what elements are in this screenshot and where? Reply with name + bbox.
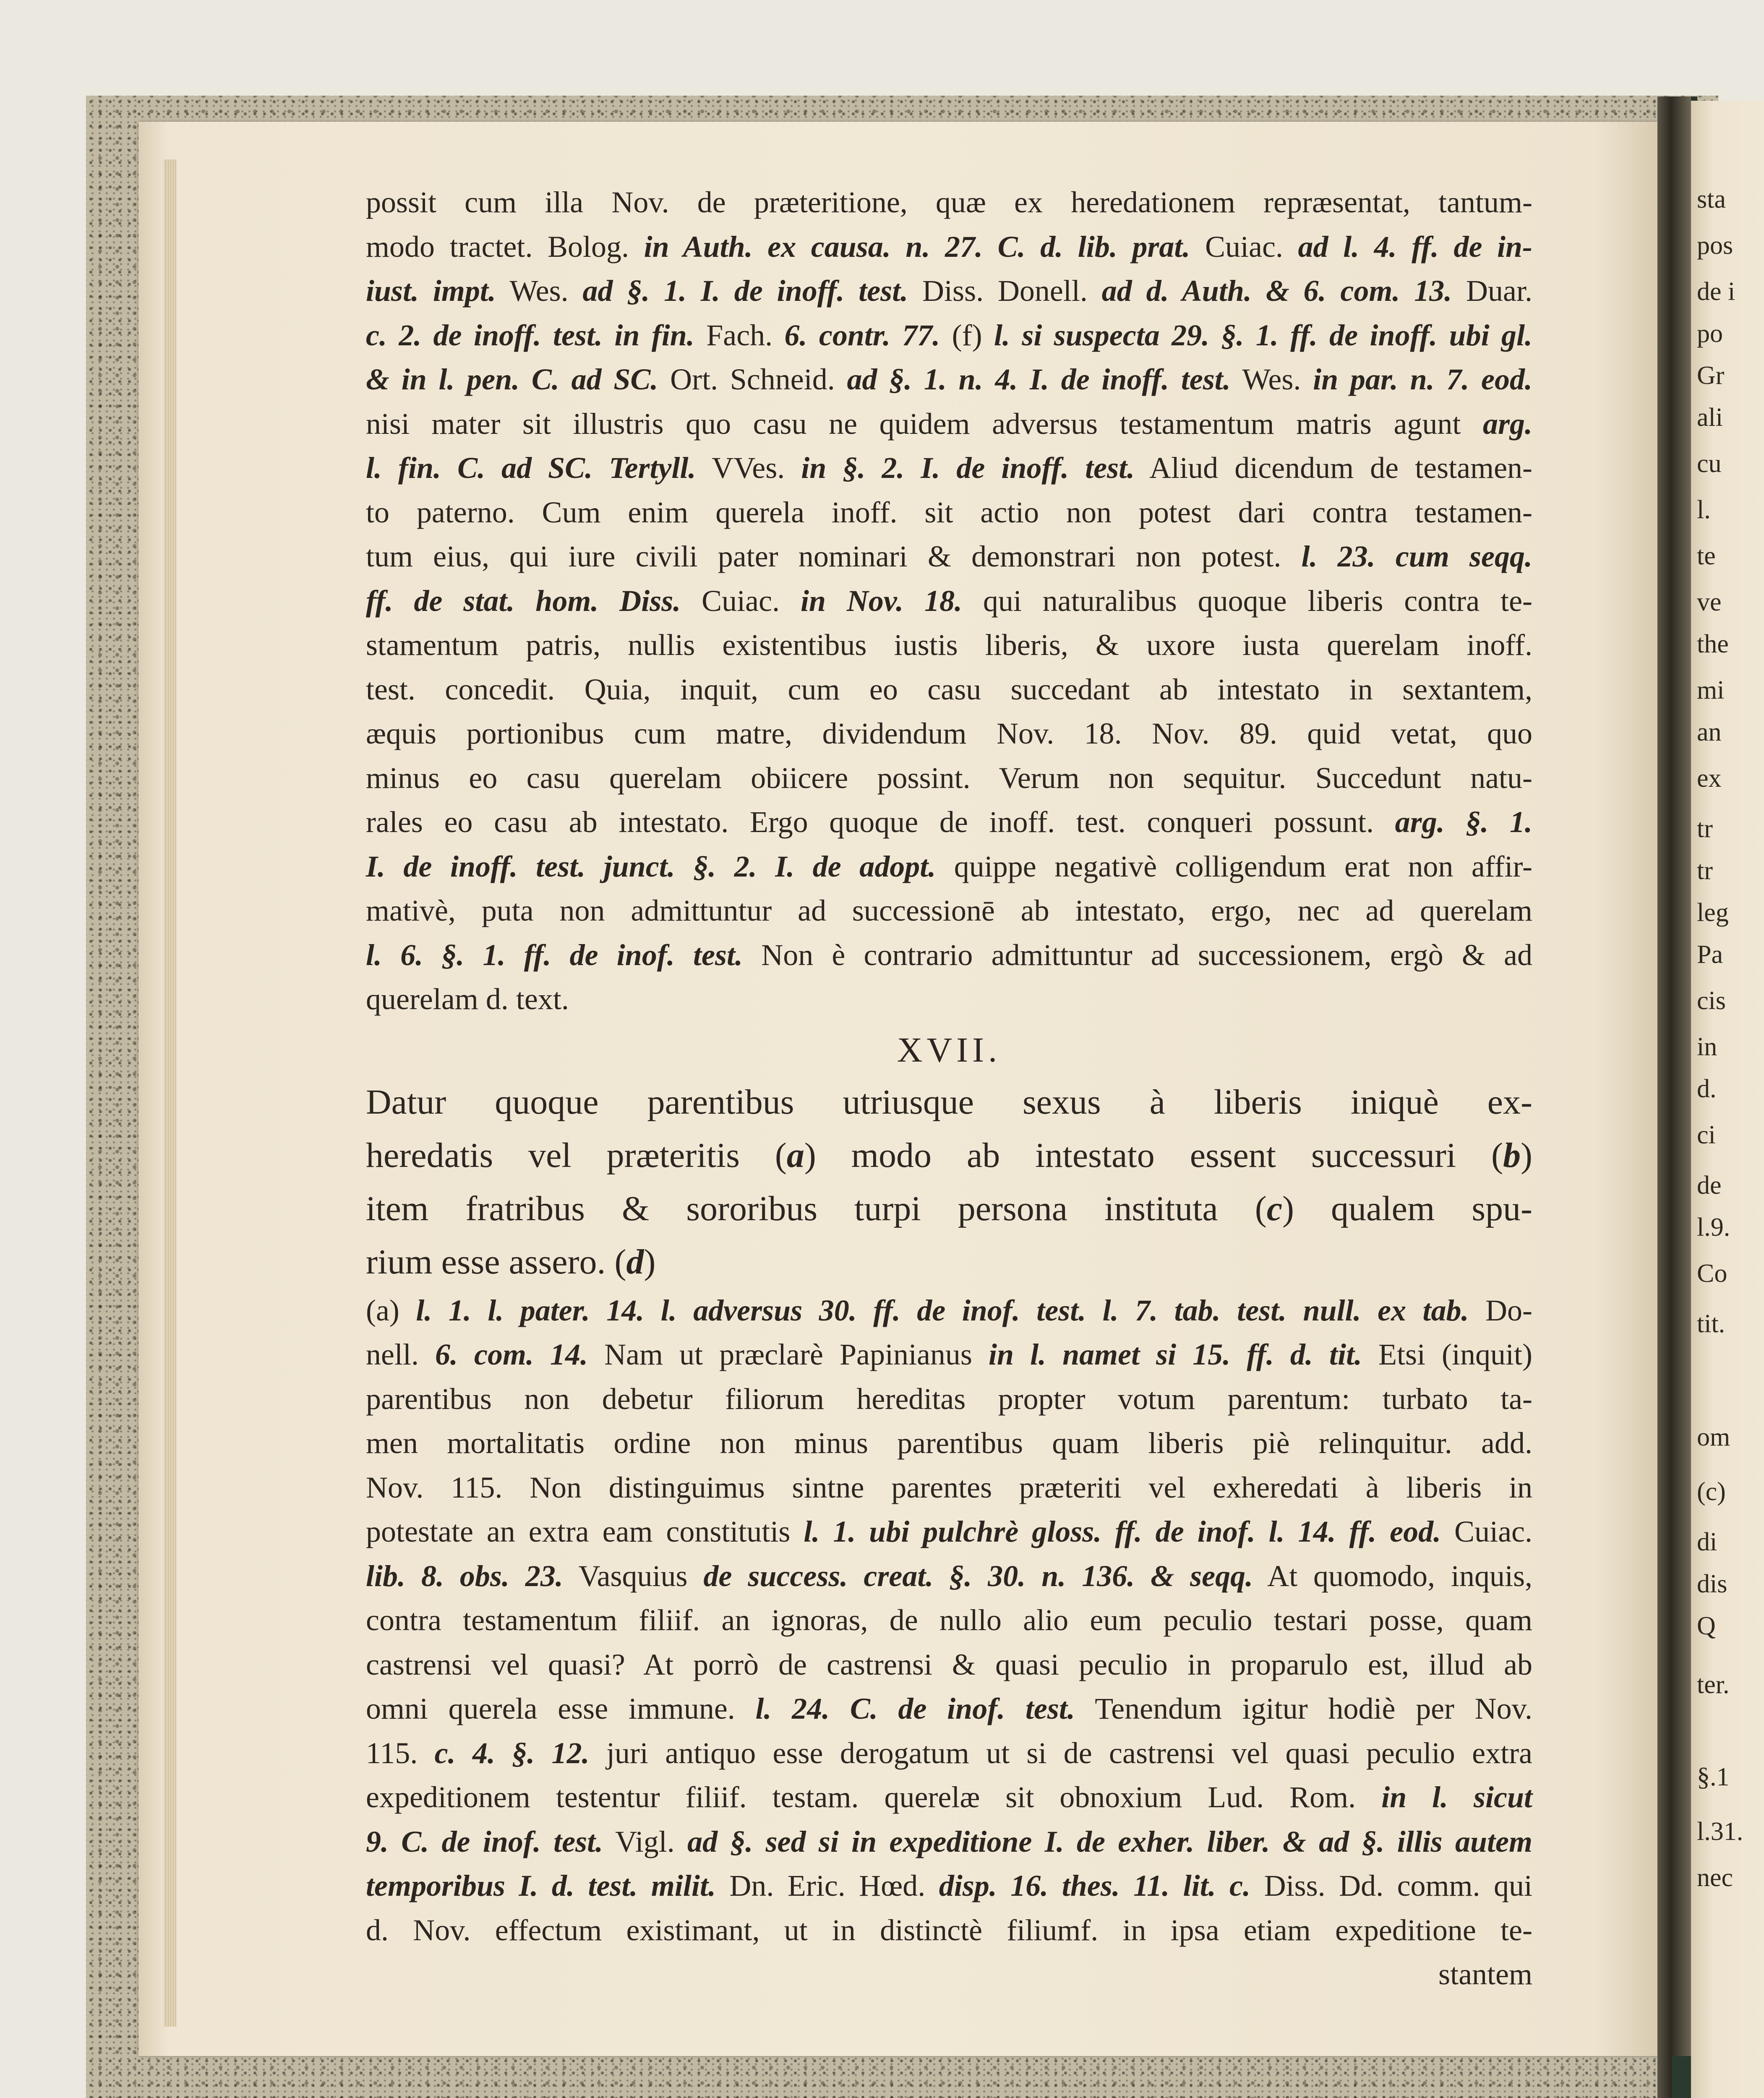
body-text: contra testamentum filiif. an ignoras, de nullo alio eum peculio testari posse, quam [366, 1603, 1532, 1637]
body-text: ) modo ab intestato essent successuri ( [804, 1135, 1503, 1175]
adjacent-page-fragment: om [1697, 1423, 1730, 1451]
text-line [366, 1908, 1532, 1953]
body-text: æquis portionibus cum matre, dividendum Nov. 18. Nov. 89. quid vetat, quo [366, 717, 1532, 750]
adjacent-page-fragment: tit. [1697, 1310, 1725, 1338]
section-heading: XVII. [897, 1030, 1002, 1070]
citation-text: l. 23. cum seqq. [1301, 540, 1532, 573]
text-line [366, 1643, 1532, 1687]
citation-text: temporibus I. d. test. milit. [366, 1869, 716, 1902]
adjacent-page-fragment: Q [1697, 1612, 1716, 1640]
body-text: Diss. Dd. comm. qui [1250, 1869, 1533, 1902]
adjacent-page-fragment: sta [1697, 185, 1726, 214]
text-line [366, 1075, 1532, 1129]
book-gutter [1657, 97, 1691, 2098]
citation-text: l. fin. C. ad SC. Tertyll. [366, 451, 696, 485]
adjacent-page-fragment: po [1697, 319, 1723, 348]
body-text: expeditionem testentur filiif. testam. querelæ sit obnoxium Lud. Rom. [366, 1780, 1382, 1814]
body-text: quippe negativè colligendum erat non affir- [936, 849, 1532, 883]
adjacent-page-fragment: (c) [1697, 1477, 1726, 1506]
text-line [366, 756, 1532, 801]
text-line [366, 313, 1532, 358]
body-text: possit cum illa Nov. de præteritione, quæ ex heredationem repræsentat, tantum- [366, 185, 1532, 219]
body-text: nell. [366, 1338, 435, 1371]
text-line [366, 535, 1532, 579]
adjacent-page-fragment: dis [1697, 1570, 1727, 1598]
body-text: 115. [366, 1736, 435, 1770]
text-line [366, 1731, 1532, 1776]
text-line [366, 1129, 1532, 1182]
body-text: qui naturalibus quoque liberis contra te- [962, 584, 1532, 618]
text-line [366, 1775, 1532, 1820]
body-text: Ort. Schneid. [658, 363, 847, 396]
text-line [366, 1687, 1532, 1731]
text-line [366, 491, 1532, 535]
text-line [366, 1554, 1532, 1599]
body-text: Diss. Donell. [908, 274, 1102, 308]
body-text: Fach. [694, 318, 785, 352]
body-text: Non è contrario admittuntur ad successionem, ergò & ad [743, 938, 1532, 972]
text-line [366, 1598, 1532, 1643]
body-text: omni querela esse immune. [366, 1692, 756, 1725]
citation-text: 6. contr. 77. [784, 318, 940, 352]
body-text: Do- [1469, 1293, 1532, 1327]
text-line [366, 1466, 1532, 1510]
citation-text: ad §. 1. n. 4. I. de inoff. test. [847, 363, 1231, 396]
adjacent-page-fragment: de i [1697, 277, 1735, 306]
citation-text: c. 2. de inoff. test. in fin. [366, 318, 694, 352]
adjacent-page-fragment: nec [1697, 1863, 1733, 1892]
citation-text: de success. creat. §. 30. n. 136. & seqq. [703, 1559, 1253, 1593]
body-text: juri antiquo esse derogatum ut si de castrensi vel quasi peculio extra [589, 1736, 1533, 1770]
text-line [366, 1377, 1532, 1422]
adjacent-page-fragment: cu [1697, 449, 1722, 478]
body-text: Wes. [1230, 363, 1313, 396]
body-text: Nam ut præclarè Papinianus [588, 1338, 989, 1371]
adjacent-page-fragment: tr [1697, 856, 1713, 885]
body-text: Cuiac. [1441, 1515, 1532, 1548]
adjacent-page-fragment: Gr [1697, 361, 1725, 390]
body-text: mativè, puta non admittuntur ad successionē ab intestato, ergo, nec ad querelam [366, 894, 1532, 927]
body-text: (f) [940, 318, 994, 352]
text-line [366, 845, 1532, 889]
adjacent-page-fragment: ci [1697, 1121, 1716, 1149]
citation-text: l. 6. §. 1. ff. de inof. test. [366, 938, 743, 972]
adjacent-page-fragment: pos [1697, 231, 1733, 260]
body-text: Wes. [496, 274, 583, 308]
body-text: ) [644, 1242, 656, 1281]
text-line [366, 800, 1532, 845]
adjacent-page-fragment: di [1697, 1528, 1717, 1556]
citation-text: c. 4. §. 12. [434, 1736, 590, 1770]
adjacent-page-fragment: ter. [1697, 1670, 1730, 1699]
citation-text: & in l. pen. C. ad SC. [366, 363, 658, 396]
citation-text: l. 24. C. de inof. test. [755, 1692, 1075, 1725]
citation-text: lib. 8. obs. 23. [366, 1559, 563, 1593]
catchword: stantem [1438, 1957, 1532, 1991]
adjacent-page-fragment: d. [1697, 1075, 1717, 1103]
body-text: Duar. [1452, 274, 1533, 308]
body-text: item fratribus & sororibus turpi persona instituta ( [366, 1189, 1267, 1228]
citation-text: 6. com. 14. [435, 1338, 588, 1371]
text-line [366, 668, 1532, 712]
adjacent-page-fragment: mi [1697, 676, 1725, 705]
adjacent-page-edge [1691, 101, 1764, 2098]
body-text: ) qualem spu- [1282, 1189, 1532, 1228]
body-text: rium esse assero. ( [366, 1242, 626, 1281]
text-line [366, 623, 1532, 668]
body-text: rales eo casu ab intestato. Ergo quoque de inoff. test. conqueri possunt. [366, 805, 1395, 839]
body-text: stamentum patris, nullis existentibus iustis liberis, & uxore iusta querelam inoff. [366, 628, 1532, 662]
text-line [366, 269, 1532, 313]
citation-text: ad §. 1. I. de inoff. test. [582, 274, 908, 308]
body-text: Cuiac. [1190, 230, 1298, 264]
text-line [366, 1864, 1532, 1908]
body-text: Datur quoque parentibus utriusque sexus à liberis iniquè ex- [366, 1082, 1532, 1122]
citation-text: in Nov. 18. [800, 584, 963, 618]
page-edge-stack [164, 159, 176, 2027]
text-line [366, 977, 1532, 1022]
body-text: Nov. 115. Non distinguimus sintne parentes præteriti vel exheredati à liberis in [366, 1470, 1532, 1504]
text-line [366, 1421, 1532, 1466]
body-text: ) [1521, 1135, 1532, 1175]
citation-text: iust. impt. [366, 274, 496, 308]
body-text: men mortalitatis ordine non minus parentibus quam liberis piè relinquitur. add. [366, 1426, 1532, 1460]
body-text: tum eius, qui iure civili pater nominari & demonstrari non potest. [366, 540, 1302, 573]
adjacent-page-fragment: ex [1697, 764, 1722, 793]
footnotes-paragraph [366, 1289, 1532, 1953]
adjacent-page-fragment: Pa [1697, 940, 1723, 969]
citation-text: in l. namet si 15. ff. d. tit. [988, 1338, 1362, 1371]
text-line [366, 446, 1532, 491]
text-line [366, 1510, 1532, 1554]
body-text: to paterno. Cum enim querela inoff. sit actio non potest dari contra testamen- [366, 495, 1532, 529]
citation-text: I. de inoff. test. junct. §. 2. I. de adopt. [366, 849, 936, 883]
text-line [366, 579, 1532, 624]
text-line [366, 225, 1532, 269]
adjacent-page-fragment: §.1 [1697, 1763, 1730, 1791]
text-line [366, 712, 1532, 756]
text-line [366, 357, 1532, 402]
adjacent-page-fragment: ve [1697, 588, 1722, 616]
body-text: (a) [366, 1293, 416, 1327]
adjacent-page-fragment: leg [1697, 898, 1729, 927]
adjacent-page-fragment: cis [1697, 986, 1726, 1015]
page-text-block [366, 180, 1532, 1997]
adjacent-page-fragment: de [1697, 1171, 1722, 1200]
citation-text: l. si suspecta 29. §. 1. ff. de inoff. ubi gl. [994, 318, 1532, 352]
text-line [366, 180, 1532, 225]
body-text: Dn. Eric. Hœd. [715, 1869, 939, 1902]
adjacent-page-fragment: l.9. [1697, 1213, 1730, 1242]
citation-text: ad l. 4. ff. de in- [1298, 230, 1533, 264]
citation-text: arg. §. 1. [1395, 805, 1532, 839]
body-text: querelam d. text. [366, 982, 569, 1016]
text-line [366, 889, 1532, 933]
body-text: Vigl. [603, 1824, 688, 1858]
body-text: castrensi vel quasi? At porrò de castrensi & quasi peculio in proparulo est, illud ab [366, 1647, 1532, 1681]
citation-text: l. 1. l. pater. 14. l. adversus 30. ff. de inof. test. l. 7. tab. test. null. ex tab. [416, 1293, 1469, 1327]
body-text: Vasquius [563, 1559, 704, 1593]
body-text: potestate an extra eam constitutis [366, 1515, 804, 1548]
text-line [366, 402, 1532, 446]
citation-text: c [1266, 1189, 1283, 1228]
citation-text: 9. C. de inof. test. [366, 1824, 603, 1858]
text-line [366, 1289, 1532, 1333]
text-line [366, 933, 1532, 978]
body-text: Etsi (inquit) [1362, 1338, 1532, 1371]
body-text: VVes. [696, 451, 801, 485]
body-text: modo tractet. Bolog. [366, 230, 644, 264]
adjacent-page-fragment: Co [1697, 1259, 1727, 1288]
body-text: minus eo casu querelam obiicere possint. Verum non sequitur. Succedunt natu- [366, 761, 1532, 795]
text-line [366, 1820, 1532, 1864]
adjacent-page-fragment: ali [1697, 403, 1723, 432]
body-text: test. concedit. Quia, inquit, cum eo casu succedant ab intestato in sextantem, [366, 672, 1532, 706]
thesis-paragraph [366, 1075, 1532, 1289]
body-text: At quomodo, inquis, [1253, 1559, 1533, 1593]
adjacent-page-fragment: l. [1697, 496, 1711, 524]
body-text: parentibus non debetur filiorum hereditas propter votum parentum: turbato ta- [366, 1382, 1532, 1416]
body-text: Cuiac. [681, 584, 801, 618]
citation-text: in par. n. 7. eod. [1313, 363, 1533, 396]
adjacent-page-fragment: te [1697, 542, 1716, 570]
body-text: d. Nov. effectum existimant, ut in distinctè filiumf. in ipsa etiam expeditione te- [366, 1913, 1532, 1947]
citation-text: ad §. sed si in expeditione I. de exher. liber. & ad §. illis autem [687, 1824, 1532, 1858]
adjacent-page-fragment: the [1697, 630, 1729, 658]
text-line [366, 1235, 1532, 1289]
citation-text: in l. sicut [1381, 1780, 1533, 1814]
citation-text: ad d. Auth. & 6. com. 13. [1101, 274, 1452, 308]
citation-text: a [786, 1135, 804, 1175]
adjacent-page-fragment: l.31. [1697, 1817, 1743, 1846]
adjacent-page-fragment: tr [1697, 814, 1713, 843]
citation-text: in Auth. ex causa. n. 27. C. d. lib. prat. [644, 230, 1190, 264]
citation-text: in §. 2. I. de inoff. test. [801, 451, 1135, 485]
commentary-paragraph [366, 180, 1532, 1022]
citation-text: arg. [1482, 407, 1532, 441]
citation-text: ff. de stat. hom. Diss. [366, 584, 681, 618]
adjacent-page-fragment: an [1697, 718, 1722, 746]
text-line [366, 1333, 1532, 1377]
citation-text: b [1503, 1135, 1521, 1175]
citation-text: l. 1. ubi pulchrè gloss. ff. de inof. l. 14. ff. eod. [804, 1515, 1441, 1548]
citation-text: disp. 16. thes. 11. lit. c. [939, 1869, 1251, 1902]
body-text: nisi mater sit illustris quo casu ne quidem adversus testamentum matris agunt [366, 407, 1483, 441]
citation-text: d [626, 1242, 644, 1281]
adjacent-page-fragment: in [1697, 1033, 1717, 1061]
body-text: Aliud dicendum de testamen- [1135, 451, 1532, 485]
text-line [366, 1182, 1532, 1235]
body-text: Tenendum igitur hodiè per Nov. [1075, 1692, 1533, 1725]
body-text: heredatis vel præteritis ( [366, 1135, 787, 1175]
